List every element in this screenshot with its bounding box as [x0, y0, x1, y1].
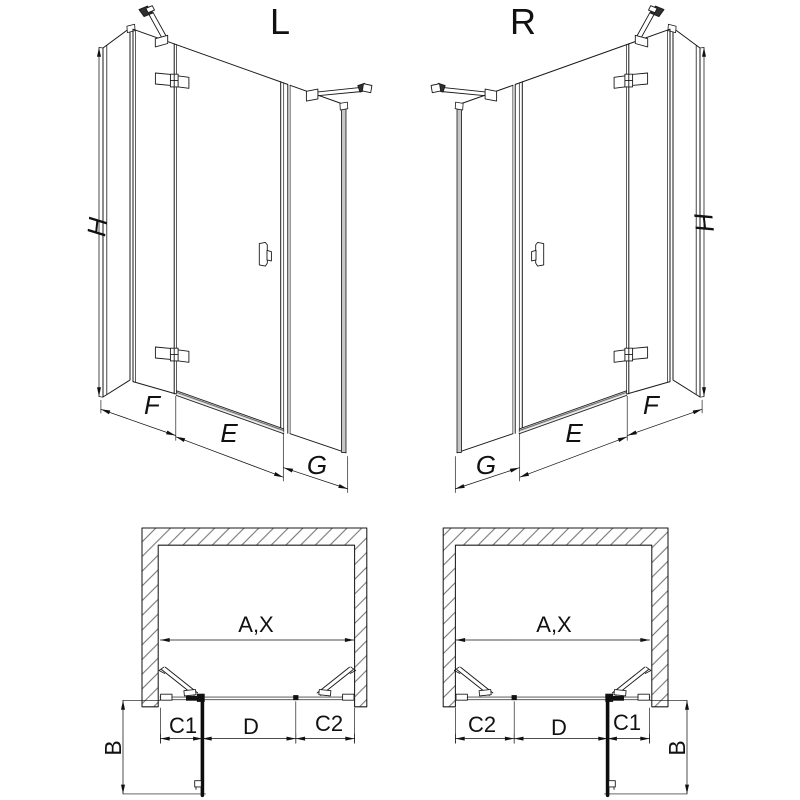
left-plan-width-label: A,X — [238, 612, 274, 637]
left-g-label: G — [306, 450, 328, 480]
right-plan-d-label: D — [551, 715, 567, 740]
right-f-label: F — [643, 390, 659, 420]
left-plan-view — [123, 528, 367, 795]
left-view-label: L — [269, 1, 291, 42]
left-plan-c2-label: C2 — [314, 711, 344, 736]
right-height-label: H — [688, 211, 720, 233]
left-plan-c1-label: C1 — [168, 713, 198, 738]
right-plan-b-label: B — [664, 740, 690, 756]
right-plan-width-label: A,X — [536, 612, 572, 637]
left-f-label: F — [144, 390, 160, 420]
left-plan-b-label: B — [100, 740, 126, 756]
right-e-label: E — [565, 418, 583, 448]
right-plan-c1-label: C1 — [612, 710, 642, 735]
right-view-label: R — [510, 1, 536, 42]
right-plan-view — [443, 528, 687, 795]
right-plan-c2-label: C2 — [467, 712, 497, 737]
left-e-label: E — [220, 418, 238, 448]
right-g-label: G — [475, 450, 497, 480]
left-height-label: H — [81, 216, 113, 238]
left-plan-d-label: D — [243, 714, 259, 739]
